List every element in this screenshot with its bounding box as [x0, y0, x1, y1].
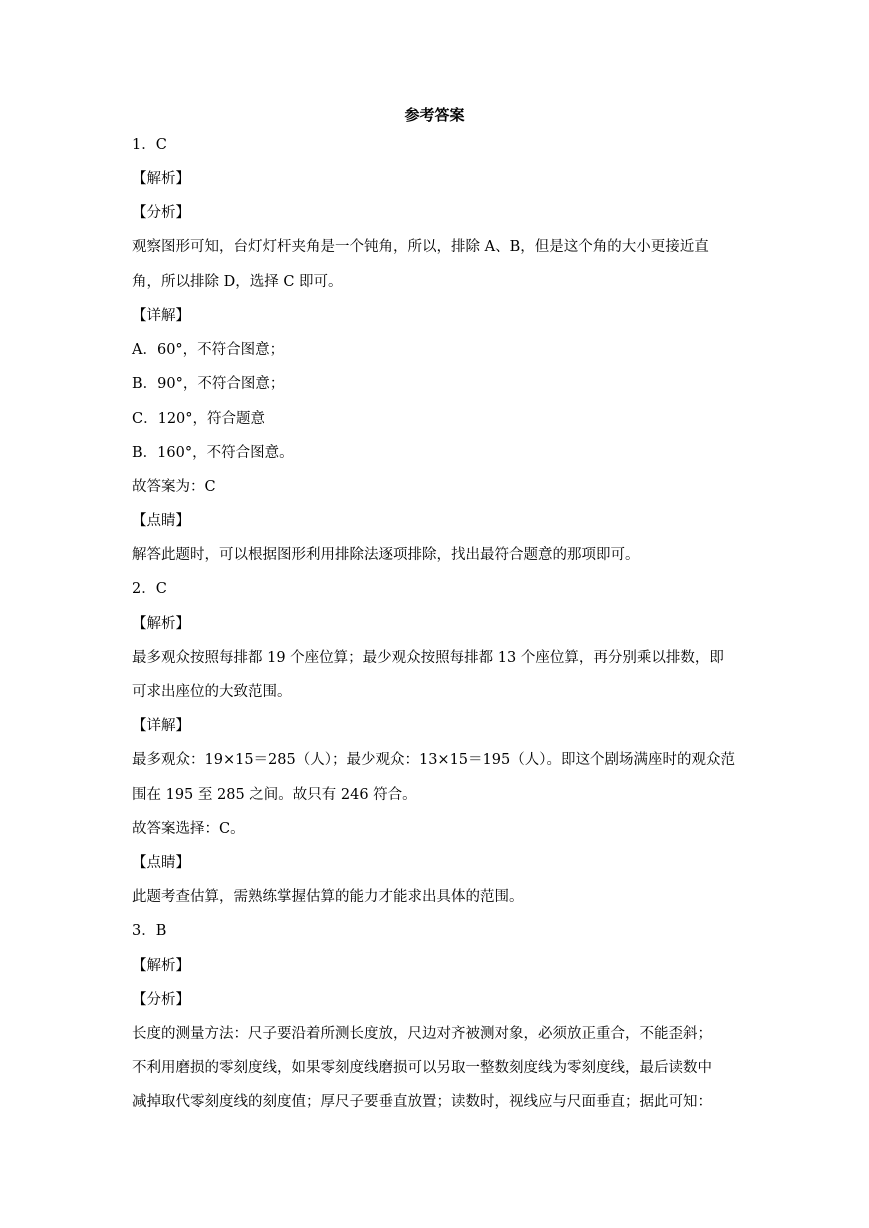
text-line: 故答案选择：C。 [132, 820, 245, 837]
paragraph-line: 最多观众：19×15＝285（人）；最少观众：13×15＝195（人）。即这个剧场满座时的观众范 [132, 752, 735, 769]
paragraph-line: 最多观众按照每排都 19 个座位算；最少观众按照每排都 13 个座位算，再分别乘以排数，即 [132, 649, 724, 666]
paragraph-line: 围在 195 至 285 之间。故只有 246 符合。 [132, 786, 417, 803]
text-line: 故答案为：C [132, 478, 216, 495]
question-answer: 2．C [132, 581, 167, 598]
question-answer: 1．C [132, 137, 167, 153]
paragraph-line: 可求出座位的大致范围。 [132, 683, 292, 700]
section-heading: 【分析】 [132, 205, 190, 222]
page-title: 参考答案 [404, 106, 465, 124]
section-heading: 【点睛】 [132, 855, 190, 872]
paragraph-line: 不利用磨损的零刻度线，如果零刻度线磨损可以另取一整数刻度线为零刻度线，最后读数中 [132, 1060, 712, 1077]
text-line: C．120°，符合题意 [132, 410, 266, 427]
paragraph-line: 减掉取代零刻度线的刻度值；厚尺子要垂直放置；读数时，视线应与尺面垂直；据此可知： [132, 1094, 712, 1111]
paragraph-line: 观察图形可知，台灯灯杆夹角是一个钝角，所以，排除 A、B，但是这个角的大小更接近直 [132, 239, 709, 256]
section-heading: 【解析】 [132, 957, 190, 974]
paragraph-line: 长度的测量方法：尺子要沿着所测长度放，尺边对齐被测对象，必须放正重合，不能歪斜； [132, 1025, 712, 1042]
question-answer: 3．B [132, 923, 167, 940]
text-line: 解答此题时，可以根据图形利用排除法逐项排除，找出最符合题意的那项即可。 [132, 547, 640, 564]
paragraph [132, 1017, 742, 1120]
section-heading: 【解析】 [132, 615, 190, 632]
paragraph [132, 230, 742, 298]
section-heading: 【分析】 [132, 991, 190, 1008]
section-heading: 【解析】 [132, 171, 190, 188]
section-heading: 【详解】 [132, 718, 190, 735]
text-line: 此题考查估算，需熟练掌握估算的能力才能求出具体的范围。 [132, 889, 524, 906]
paragraph [132, 641, 742, 709]
answer-content [132, 134, 742, 1126]
section-heading: 【详解】 [132, 307, 190, 324]
paragraph-line: 角，所以排除 D，选择 C 即可。 [132, 273, 343, 290]
text-line: A．60°，不符合图意； [132, 342, 285, 359]
text-line: B．90°，不符合图意； [132, 376, 285, 393]
section-heading: 【点睛】 [132, 513, 190, 530]
paragraph [132, 743, 742, 811]
text-line: B．160°，不符合图意。 [132, 444, 294, 461]
